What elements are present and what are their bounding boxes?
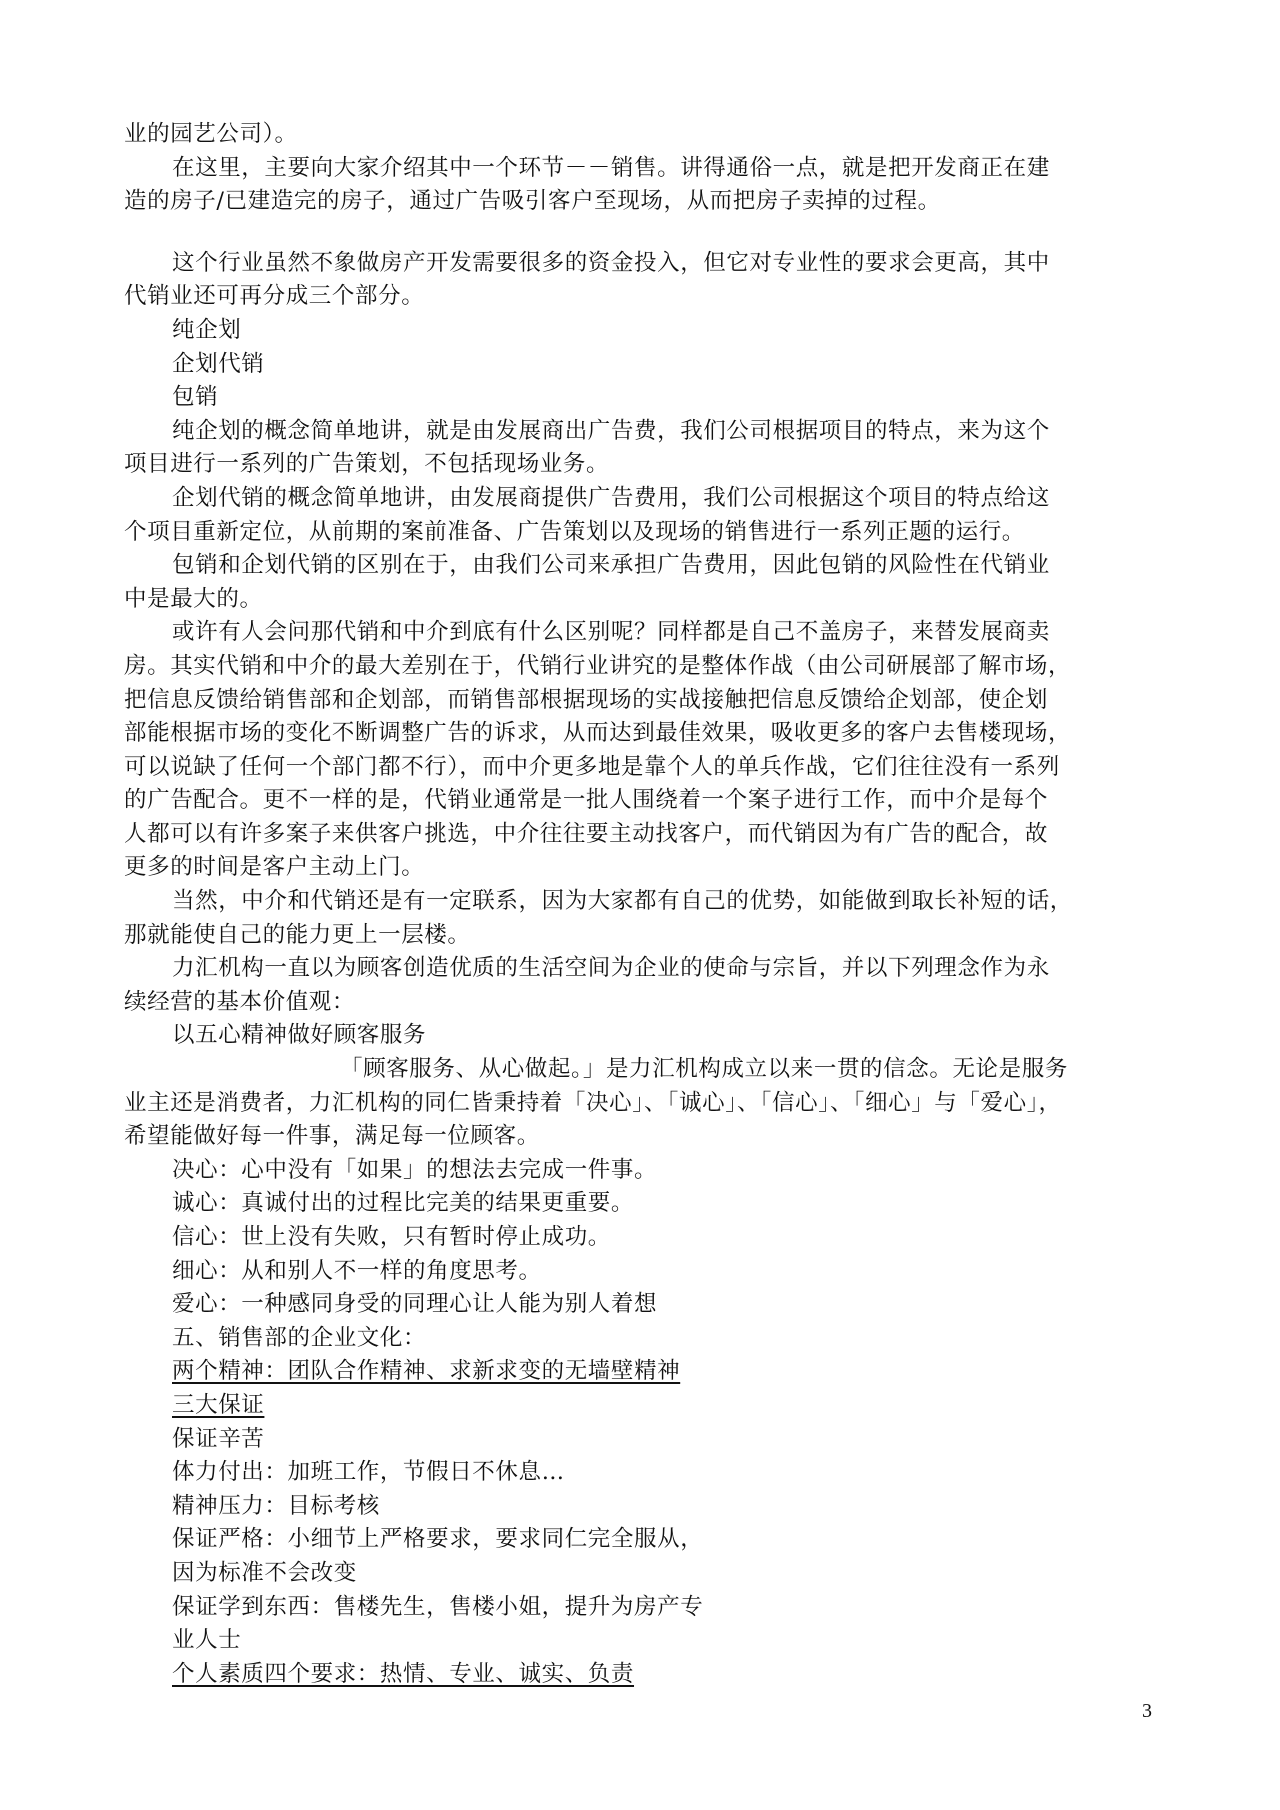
- page-number: 3: [1142, 1700, 1152, 1722]
- list-item: 爱心：一种感同身受的同理心让人能为别人着想: [172, 1291, 658, 1318]
- list-item: 保证学到东西：售楼先生，售楼小姐，提升为房产专: [172, 1593, 704, 1620]
- text-line: 的广告配合。更不一样的是，代销业通常是一批人围绕着一个案子进行工作，而中介是每个: [124, 787, 1049, 814]
- text-line: 造的房子/已建造完的房子，通过广告吸引客户至现场，从而把房子卖掉的过程。: [124, 188, 941, 215]
- text-line: 个项目重新定位，从前期的案前准备、广告策划以及现场的销售进行一系列正题的运行。: [124, 518, 1025, 545]
- text-line: 续经营的基本价值观：: [124, 988, 356, 1015]
- list-item: 保证严格：小细节上严格要求，要求同仁完全服从，: [172, 1526, 704, 1553]
- text-line: 当然，中介和代销还是有一定联系，因为大家都有自己的优势，如能做到取长补短的话，: [172, 888, 1073, 915]
- text-line: 房。其实代销和中介的最大差别在于，代销行业讲究的是整体作战（由公司研展部了解市场，: [124, 652, 1072, 679]
- document-body: [124, 118, 1160, 1691]
- underlined-text: 两个精神：团队合作精神、求新求变的无墙壁精神: [172, 1358, 681, 1385]
- list-item: 信心：世上没有失败，只有暂时停止成功。: [172, 1224, 611, 1250]
- list-item: 保证辛苦: [172, 1425, 265, 1452]
- text-line: 企划代销的概念简单地讲，由发展商提供广告费用，我们公司根据这个项目的特点给这: [172, 484, 1050, 511]
- list-item: 体力付出：加班工作，节假日不休息…: [172, 1459, 565, 1486]
- text-line: 项目进行一系列的广告策划，不包括现场业务。: [124, 451, 610, 478]
- list-item: 精神压力：目标考核: [172, 1492, 380, 1519]
- underlined-heading: [124, 1658, 1160, 1692]
- text-line: 代销业还可再分成三个部分。: [124, 283, 425, 310]
- text-line: 部能根据市场的变化不断调整广告的诉求，从而达到最佳效果，吸收更多的客户去售楼现场，: [124, 720, 1072, 747]
- text-line: 或许有人会问那代销和中介到底有什么区别呢？同样都是自己不盖房子，来替发展商卖: [172, 619, 1050, 646]
- text-line: 包销和企划代销的区别在于，由我们公司来承担广告费用，因此包销的风险性在代销业: [172, 552, 1050, 579]
- blank-line: [124, 219, 1160, 247]
- text-line: 可以说缺了任何一个部门都不行），而中介更多地是靠个人的单兵作战，它们往往没有一系列: [124, 753, 1060, 780]
- underlined-heading: [124, 1389, 1160, 1423]
- list-item: 包销: [172, 384, 219, 411]
- text-line: 这个行业虽然不象做房产开发需要很多的资金投入，但它对专业性的要求会更高，其中: [172, 249, 1050, 276]
- list-item: 纯企划: [172, 316, 242, 343]
- text-line: 那就能使自己的能力更上一层楼。: [124, 921, 471, 948]
- underlined-text: 个人素质四个要求：热情、专业、诚实、负责: [172, 1660, 635, 1687]
- text-line: 力汇机构一直以为顾客创造优质的生活空间为企业的使命与宗旨，并以下列理念作为永: [172, 955, 1050, 982]
- section-heading: 五、销售部的企业文化：: [172, 1324, 427, 1351]
- text-line: 「顾客服务、从心做起。」是力汇机构成立以来一贯的信念。无论是服务: [340, 1056, 1068, 1083]
- text-line: 人都可以有许多案子来供客户挑选，中介往往要主动找客户，而代销因为有广告的配合，故: [124, 820, 1049, 847]
- list-item: 因为标准不会改变: [172, 1559, 357, 1586]
- list-item: 细心：从和别人不一样的角度思考。: [172, 1257, 542, 1284]
- text-line: 把信息反馈给销售部和企划部，而销售部根据现场的实战接触把信息反馈给企划部，使企划: [124, 686, 1049, 713]
- text-line: 中是最大的。: [124, 585, 263, 612]
- text-line: 希望能做好每一件事，满足每一位顾客。: [124, 1123, 540, 1150]
- list-item: 诚心：真诚付出的过程比完美的结果更重要。: [172, 1190, 635, 1217]
- underlined-text: 三大保证: [172, 1391, 265, 1418]
- list-item: 决心：心中没有「如果」的想法去完成一件事。: [172, 1156, 658, 1183]
- text-line: 纯企划的概念简单地讲，就是由发展商出广告费，我们公司根据项目的特点，来为这个: [172, 417, 1050, 444]
- text-line: 业的园艺公司）。: [124, 121, 298, 147]
- list-item: 企划代销: [172, 350, 265, 377]
- text-line: 业主还是消费者，力汇机构的同仁皆秉持着「决心」、「诚心」、「信心」、「细心」与「爱心」，: [124, 1089, 1062, 1116]
- underlined-heading: [124, 1355, 1160, 1389]
- text-line: 在这里，主要向大家介绍其中一个环节－－销售。讲得通俗一点，就是把开发商正在建: [172, 154, 1050, 181]
- text-line: 更多的时间是客户主动上门。: [124, 854, 425, 881]
- list-item: 业人士: [172, 1627, 242, 1654]
- section-heading: 以五心精神做好顾客服务: [172, 1022, 427, 1049]
